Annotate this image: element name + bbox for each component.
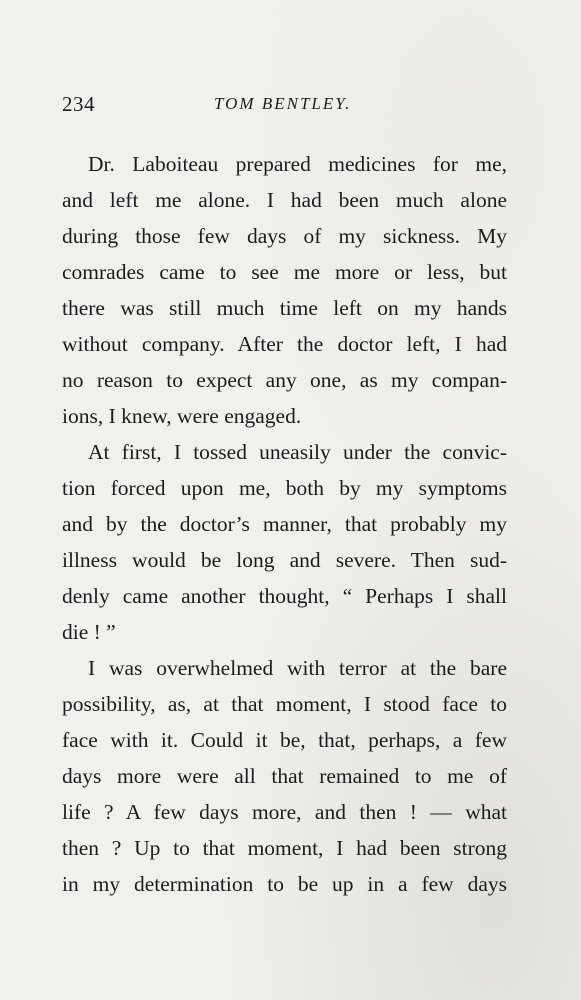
text-line: days more were all that remained to me of: [62, 764, 507, 788]
page-number: 234: [62, 92, 95, 116]
text-line: Dr. Laboiteau prepared medicines for me,: [88, 152, 507, 176]
text-line: and by the doctor’s manner, that probably my: [62, 512, 507, 536]
text-line: comrades came to see me more or less, but: [62, 260, 507, 284]
text-line: without company. After the doctor left, I had: [62, 332, 507, 356]
text-line: in my determination to be up in a few days: [62, 872, 507, 896]
text-line: I was overwhelmed with terror at the bare: [88, 656, 507, 680]
text-line: possibility, as, at that moment, I stood face to: [62, 692, 507, 716]
text-line: during those few days of my sickness. My: [62, 224, 507, 248]
text-line: then ? Up to that moment, I had been strong: [62, 836, 507, 860]
text-line: face with it. Could it be, that, perhaps, a few: [62, 728, 507, 752]
text-line: there was still much time left on my hands: [62, 296, 507, 320]
text-line: denly came another thought, “ Perhaps I shall: [62, 584, 507, 608]
running-title: TOM BENTLEY.: [214, 94, 352, 113]
text-line: At first, I tossed uneasily under the convic-: [88, 440, 507, 464]
running-head: [62, 92, 507, 116]
text-line: illness would be long and severe. Then sud-: [62, 548, 507, 572]
text-line: no reason to expect any one, as my compan-: [62, 368, 507, 392]
text-line: tion forced upon me, both by my symptoms: [62, 476, 507, 500]
text-line: and left me alone. I had been much alone: [62, 188, 507, 212]
body-text: [62, 146, 507, 902]
text-line: ions, I knew, were engaged.: [62, 404, 302, 428]
text-line: die ! ”: [62, 620, 116, 644]
text-line: life ? A few days more, and then ! — what: [62, 800, 507, 824]
